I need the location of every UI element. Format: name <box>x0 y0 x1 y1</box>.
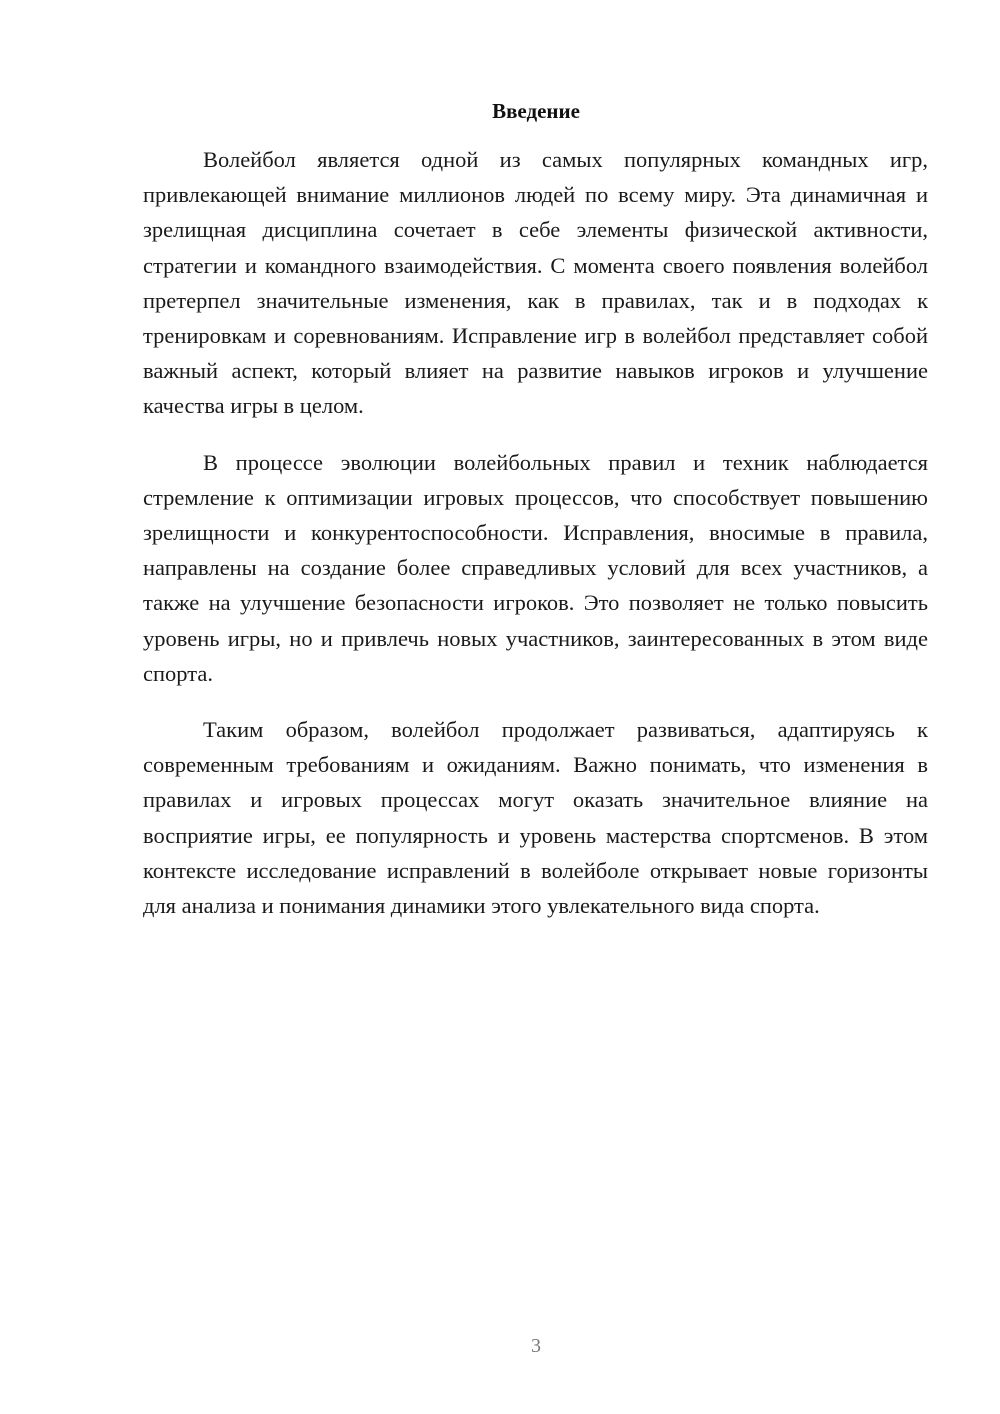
page-number: 3 <box>531 1335 541 1357</box>
paragraph-3: Таким образом, волейбол продолжает развиваться, адаптируясь к современным требованиям и ожиданиям. Важно понимать, что изменения в правилах и игровых процессах могут оказать значительное влияние на восприятие игры, ее популярность и уровень мастерства спортсменов. В этом контексте исследование исправлений в волейболе открывает новые горизонты для анализа и понимания динамики этого увлекательного вида спорта. <box>143 717 928 919</box>
body-text <box>143 142 928 944</box>
paragraph-1: Волейбол является одной из самых популярных командных игр, привлекающей внимание миллионов людей по всему миру. Эта динамичная и зрелищная дисциплина сочетает в себе элементы физической активности, стратегии и командного взаимодействия. С момента своего появления волейбол претерпел значительные изменения, как в правилах, так и в подходах к тренировкам и соревнованиям. Исправление игр в волейбол представляет собой важный аспект, который влияет на развитие навыков игроков и улучшение качества игры в целом. <box>143 147 928 419</box>
section-heading: Введение <box>492 99 580 123</box>
paragraph-2: В процессе эволюции волейбольных правил и техник наблюдается стремление к оптимизации игровых процессов, что способствует повышению зрелищности и конкурентоспособности. Исправления, вносимые в правила, направлены на создание более справедливых условий для всех участников, а также на улучшение безопасности игроков. Это позволяет не только повысить уровень игры, но и привлечь новых участников, заинтересованных в этом виде спорта. <box>143 449 928 686</box>
